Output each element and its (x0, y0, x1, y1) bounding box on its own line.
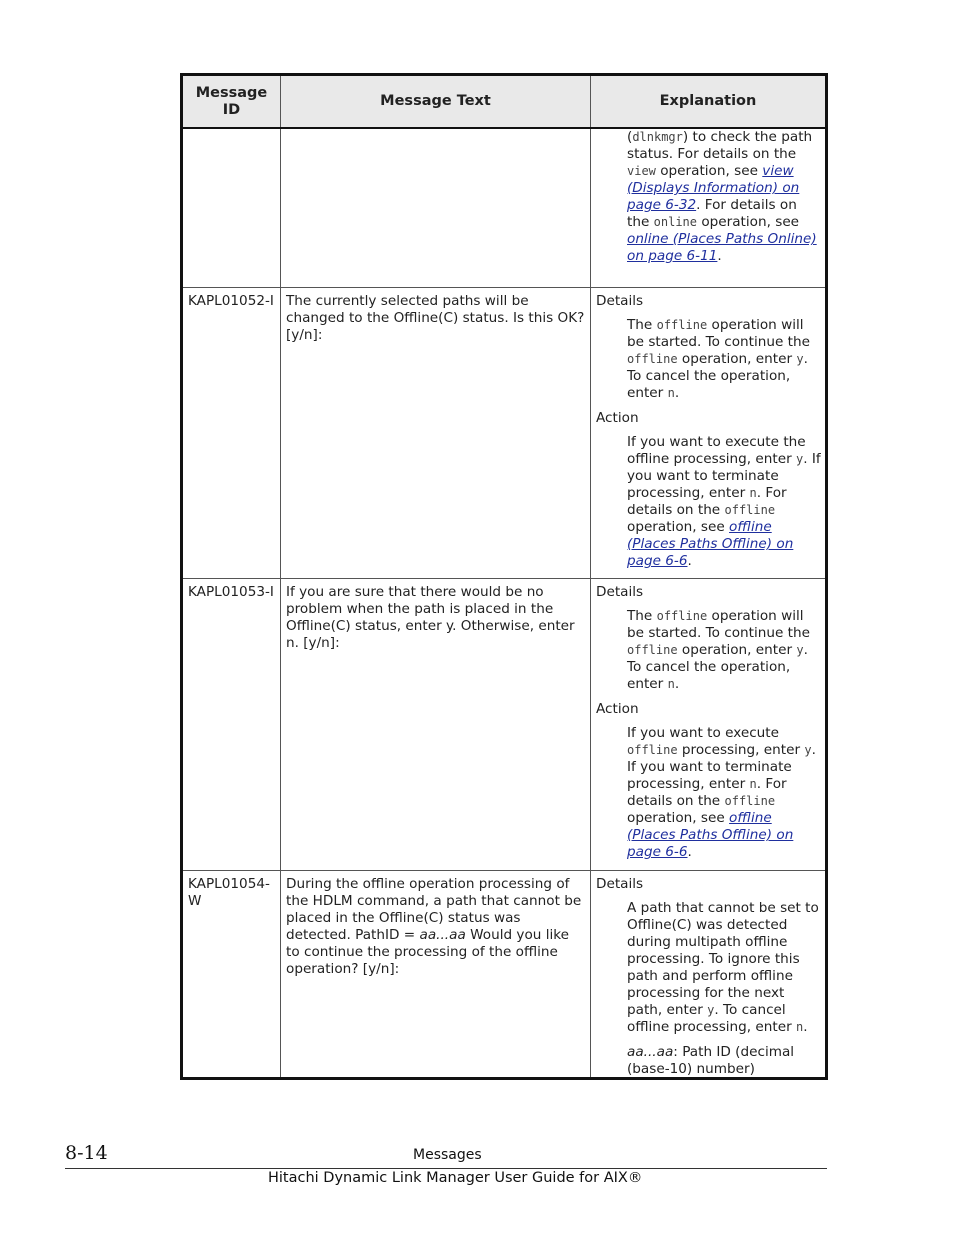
explanation-cell (591, 579, 825, 870)
footer-document-title: Hitachi Dynamic Link Manager User Guide for AIX® (268, 1170, 643, 1186)
details-label: Details (596, 584, 644, 600)
message-id-cell: KAPL01054-W (183, 871, 281, 1077)
variable-description: aa...aa: Path ID (decimal (base-10) number) (627, 1044, 795, 1077)
message-id-cell: KAPL01052-I (183, 288, 281, 578)
explanation-cell (591, 129, 825, 287)
header-explanation: Explanation (659, 93, 757, 109)
message-text-cell: During the offline operation processing of the HDLM command, a path that cannot be placed in the Offline(C) status was detected. PathID = aa...aa Would you like to continue the processing of the offline operation? [y/n]: (281, 871, 591, 1077)
code-view: view (627, 164, 656, 178)
message-text-cell: If you are sure that there would be no problem when the path is placed in the Offline(C) status, enter y. Otherwise, enter n. [y/n]: (281, 579, 591, 870)
message-text-cell (281, 129, 591, 287)
table-row-continued (183, 129, 825, 288)
link-offline-places-paths-offline[interactable]: offline (Places Paths Offline) on page 6-6 (627, 519, 794, 569)
action-label: Action (596, 410, 639, 426)
action-text: If you want to execute the offline processing, enter y. If you want to terminate processing, enter n. For details on the offline operation, see offline (Places Paths Offline) on page 6-6. (627, 434, 821, 569)
message-id-cell (183, 129, 281, 287)
explanation-cell (591, 871, 825, 1077)
details-text: The offline operation will be started. To continue the offline operation, enter y. To cancel the operation, enter n. (627, 608, 810, 692)
details-label: Details (596, 293, 644, 309)
header-message-id: Message ID (183, 76, 281, 127)
code-dlnkmgr: dlnkmgr (632, 130, 683, 144)
details-text: The offline operation will be started. To continue the offline operation, enter y. To cancel the operation, enter n. (627, 317, 810, 401)
table-header-row (183, 76, 825, 129)
link-online-places-paths-online[interactable]: online (Places Paths Online) on page 6-11 (627, 231, 817, 264)
link-offline-places-paths-offline[interactable]: offline (Places Paths Offline) on page 6-6 (627, 810, 794, 860)
page-number: 8-14 (65, 1142, 108, 1164)
explanation-cell (591, 288, 825, 578)
messages-table (180, 73, 828, 1080)
link-view-displays-information[interactable]: view (Displays Information) on page 6-32 (627, 163, 800, 213)
details-text: A path that cannot be set to Offline(C) was detected during multipath offline processing. To ignore this path and perform offline processing for the next path, enter y. To cancel offline processing, enter n. (627, 900, 819, 1035)
footer-section-name: Messages (413, 1147, 482, 1163)
action-label: Action (596, 701, 639, 717)
table-row (183, 871, 825, 1077)
explanation-continued-text: (dlnkmgr) to check the path status. For details on the view operation, see view (Displays Information) on page 6-32. For details on the online operation, see online (Places Paths Online) on page 6-11. (627, 129, 817, 264)
message-id-cell: KAPL01053-I (183, 579, 281, 870)
header-message-text: Message Text (281, 76, 591, 127)
table-row (183, 579, 825, 871)
message-text-cell: The currently selected paths will be changed to the Offline(C) status. Is this OK? [y/n]: (281, 288, 591, 578)
code-online: online (653, 215, 697, 229)
details-label: Details (596, 876, 644, 892)
footer-divider (65, 1168, 827, 1169)
table-row (183, 288, 825, 579)
action-text: If you want to execute offline processing, enter y. If you want to terminate processing, enter n. For details on the offline operation, see offline (Places Paths Offline) on page 6-6. (627, 725, 816, 860)
